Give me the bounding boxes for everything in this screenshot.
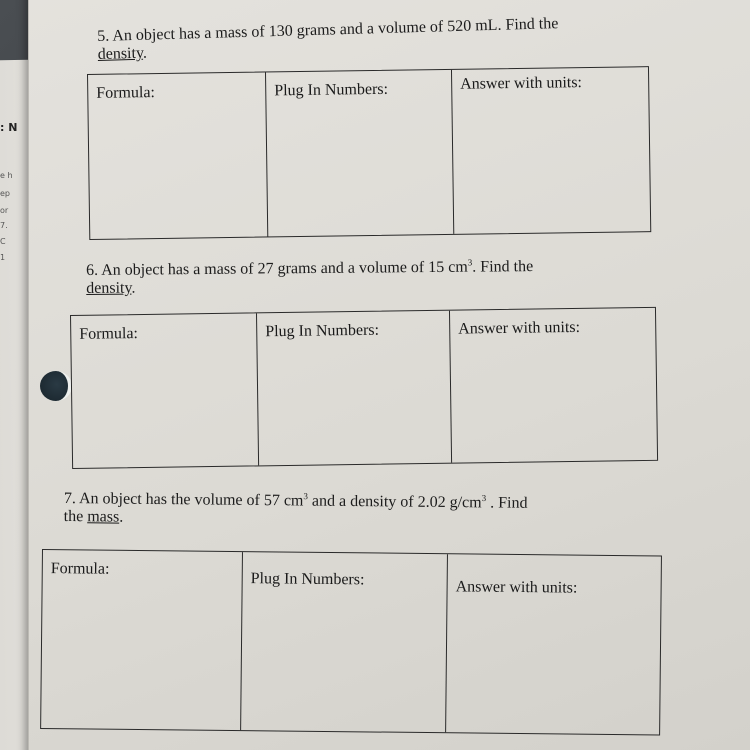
formula-label: Formula: [96,84,156,102]
answer-table-5 [87,66,651,240]
question-text: An object has a mass of 130 grams and a volume of 520 mL. Find the [112,15,559,45]
formula-cell[interactable] [88,73,268,239]
question-5 [97,15,559,64]
question-number: 5. [97,27,110,45]
punch-hole [40,371,72,401]
margin-fragment: 1 [0,253,6,262]
margin-fragment: 7. [0,221,8,230]
margin-fragment: or [0,206,9,215]
question-6 [86,258,533,298]
plug-in-label: Plug In Numbers: [265,321,380,341]
question-period: . [131,279,136,297]
superscript: 3 [303,491,309,502]
question-period: . [142,44,148,62]
worksheet-page [28,0,750,750]
question-text-end: . Find [486,494,528,512]
formula-label: Formula: [79,325,139,343]
question-text-mid: and a density of 2.02 g/cm [307,492,482,512]
plug-in-label: Plug In Numbers: [274,80,389,100]
answer-table-6 [70,307,658,469]
answer-cell[interactable] [450,308,657,463]
answer-cell[interactable] [446,554,661,734]
question-target: mass [87,508,120,526]
question-text: An object has a mass of 27 grams and a volume of 15 cm [101,258,468,279]
superscript: 3 [467,257,473,268]
question-period: . [119,508,124,526]
answer-label: Answer with units: [458,318,581,338]
margin-fragment: e h [0,171,13,180]
plug-in-cell[interactable] [257,311,452,466]
answer-table-7 [40,549,662,735]
formula-cell[interactable] [71,313,259,468]
plug-in-label: Plug In Numbers: [250,570,365,589]
plug-in-cell[interactable] [241,552,448,732]
question-text-start: the [63,507,88,526]
plug-in-cell[interactable] [266,70,454,237]
superscript: 3 [481,493,487,504]
question-target: density [86,279,132,297]
question-number: 6. [86,261,99,279]
margin-fragment: ep [0,189,10,198]
answer-label: Answer with units: [460,74,583,93]
margin-fragment: : N [0,121,18,134]
question-7 [64,490,528,531]
question-text: An object has the volume of 57 cm [78,490,304,510]
formula-label: Formula: [50,560,110,578]
answer-label: Answer with units: [455,578,578,597]
question-number: 7. [63,490,76,508]
formula-cell[interactable] [41,550,243,730]
margin-fragment: C [0,237,6,246]
question-target: density [97,44,144,63]
answer-cell[interactable] [452,67,650,234]
question-text-end: . Find the [472,258,534,276]
